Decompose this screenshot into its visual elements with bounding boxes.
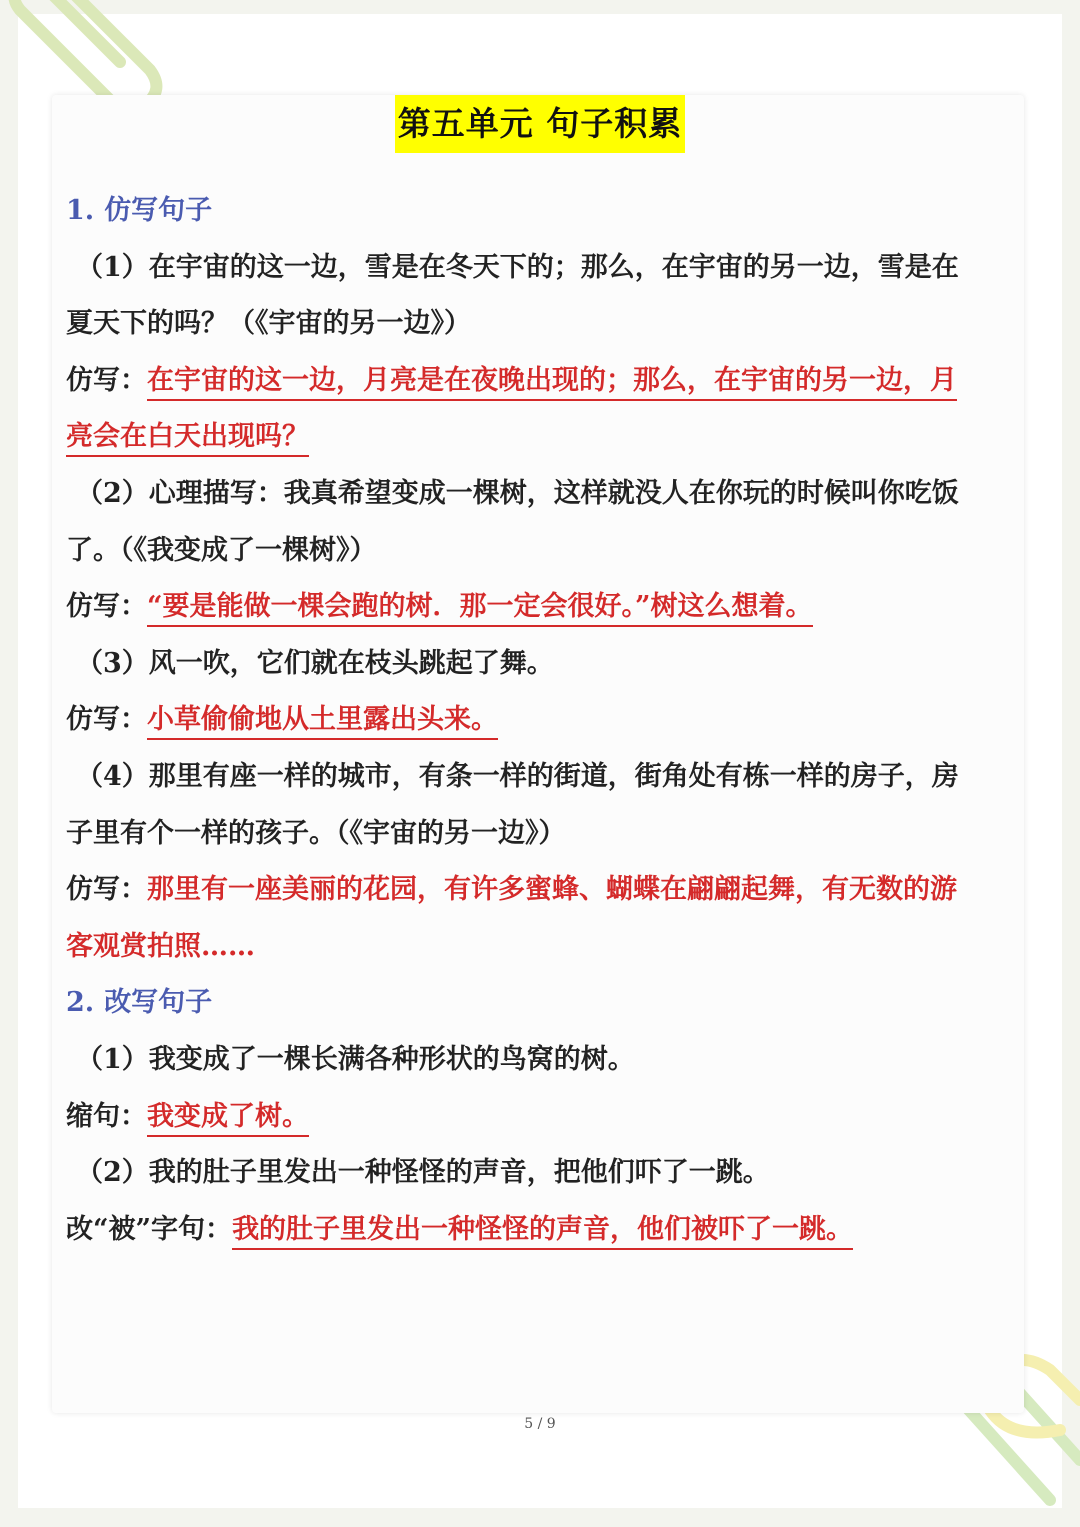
answer-text: 我的肚子里发出一种怪怪的声音，他们被吓了一跳。 [232,1214,853,1250]
document-body [66,183,1016,1258]
answer-label: 仿写： [66,704,147,736]
section-heading: 2. 改写句子 [66,987,213,1019]
question-line: （2）心理描写：我真希望变成一棵树，这样就没人在你玩的时候叫你吃饭 [76,477,959,509]
answer-line [66,692,1016,749]
question-line: （4）那里有座一样的城市，有条一样的街道，街角处有栋一样的房子，房 [76,760,959,792]
answer-line [66,1089,1016,1146]
answer-label: 改“被”字句： [66,1213,233,1245]
answer-line [66,1202,1016,1259]
section-heading: 1. 仿写句子 [66,195,213,226]
answer-line [66,409,1016,466]
page-number: 5 / 9 [524,1416,556,1432]
answer-text: 那里有一座美丽的花园，有许多蜜蜂、蝴蝶在翩翩起舞，有无数的游 [147,874,957,906]
answer-text: “要是能做一棵会跑的树．那一定会很好。”树这么想着。 [147,591,813,627]
answer-text: 亮会在白天出现吗？ [66,421,309,457]
answer-text: 在宇宙的这一边，月亮是在夜晚出现的；那么，在宇宙的另一边，月 [147,365,957,401]
question-line: 夏天下的吗？（《宇宙的另一边》） [66,308,471,340]
answer-label: 仿写： [66,591,147,623]
question-line: 子里有个一样的孩子。（《宇宙的另一边》） [66,817,566,849]
page-title: 第五单元 句子积累 [395,95,686,153]
question-line: （2）我的肚子里发出一种怪怪的声音，把他们吓了一跳。 [76,1157,770,1189]
question-line: （1）我变成了一棵长满各种形状的鸟窝的树。 [76,1043,635,1075]
question-line: 了。（《我变成了一棵树》） [66,534,377,566]
answer-label: 仿写： [66,874,147,906]
answer-line [66,919,1016,976]
answer-text: 客观赏拍照…… [66,930,255,962]
answer-line [66,862,1016,919]
answer-label: 缩句： [66,1100,147,1132]
answer-line [66,353,1016,410]
answer-text: 小草偷偷地从土里露出头来。 [147,704,498,740]
answer-label: 仿写： [66,364,147,396]
question-line: （1）在宇宙的这一边，雪是在冬天下的；那么，在宇宙的另一边，雪是在 [76,251,959,283]
question-line: （3）风一吹，它们就在枝头跳起了舞。 [76,647,554,679]
answer-text: 我变成了树。 [147,1101,309,1137]
answer-line [66,579,1016,636]
